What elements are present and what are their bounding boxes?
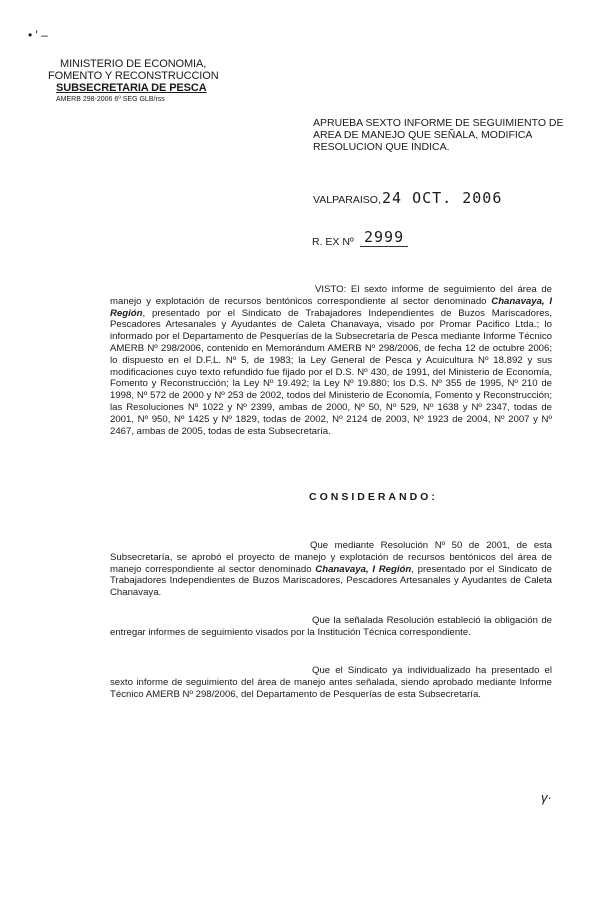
handwritten-initials: γ· xyxy=(541,790,552,805)
place-label: VALPARAISO, xyxy=(313,194,381,206)
ministry-line-1: MINISTERIO DE ECONOMIA, xyxy=(60,58,207,70)
considerando-p1-sector-name: Chanavaya, I Región xyxy=(315,563,412,575)
considerando-paragraph-1 xyxy=(110,540,552,599)
considerando-p1-lead: Que mediante Resolución Nº 50 de 2001, de esta Subsecretaría, se aprobó el proyecto de manejo y explotación de recursos bentónicos del área de manejo correspondiente al sector denominado xyxy=(110,540,552,575)
considerando-paragraph-3: Que el Sindicato ya individualizado ha presentado el sexto informe de seguimiento del área de manejo antes señalada, siendo aprobado mediante Informe Técnico AMERB Nº 298/2006, del Departamento de Pesquerías de esta Subsecretaría. xyxy=(110,665,552,700)
considerando-p1-rest: , presentado por el Sindicato de Trabajadores Independientes de Buzos Mariscadores, Pescadores Artesanales y Ayudantes de Caleta Chanavaya. xyxy=(110,563,552,599)
resolution-subject: APRUEBA SEXTO INFORME DE SEGUIMIENTO DE AREA DE MANEJO QUE SEÑALA, MODIFICA RESOLUCION QUE INDICA. xyxy=(313,117,564,153)
visto-rest: , presentado por el Sindicato de Trabajadores Independientes de Buzos Mariscadores, Pescadores Artesanales y Ayudantes de Caleta Chanavaya, visado por Promar Pacifico Ltda.; lo informado por el Departamento de Pesquerías de la Subsecretaría de Pesca mediante Informe Técnico AMERB Nº 298/2006, contenido en Memorándum AMERB Nº 298/2006, de fecha 12 de octubre 2006; lo dispuesto en el D.F.L. Nº 5, de 1983; la Ley General de Pesca y Acuicultura Nº 18.892 y sus modificaciones cuyo texto refundido fue fijado por el D.S. Nº 430, de 1991, del Ministerio de Economía, Fomento y Reconstrucción; la Ley Nº 19.492; la Ley Nº 19.880; los D.S. Nº 355 de 1995, Nº 210 de 1998, Nº 572 de 2000 y Nº 253 de 2002, todos del Ministerio de Economía, Fomento y Reconstrucción; las Resoluciones Nº 1022 y Nº 2399, ambas de 2000, Nº 50, Nº 529, Nº 1638 y Nº 2347, todas de 2001, Nº 950, Nº 1425 y Nº 1829, todas de 2002, Nº 2124 de 2003, Nº 1923 de 2004, Nº 2007 y Nº 2467, ambas de 2005, todas de esta Subsecretaría. xyxy=(110,307,552,437)
resolution-date: 24 OCT. 2006 xyxy=(382,189,503,207)
margin-marks: • ' – xyxy=(28,28,48,42)
reference-code: AMERB 298-2006 6º SEG GLB/rss xyxy=(56,96,165,103)
visto-lead: VISTO: El sexto informe de seguimiento del área de manejo y explotación de recursos bentónicos correspondiente al sector denominado xyxy=(110,284,552,307)
visto-paragraph xyxy=(110,284,552,437)
visto-sector-name: Chanavaya, I Región xyxy=(110,295,552,319)
subsecretaria-heading: SUBSECRETARIA DE PESCA xyxy=(56,82,207,94)
ministry-line-2: FOMENTO Y RECONSTRUCCION xyxy=(48,70,219,82)
considerando-title: CONSIDERANDO: xyxy=(309,491,438,503)
considerando-paragraph-2: Que la señalada Resolución estableció la obligación de entregar informes de seguimiento visados por la Institución Técnica correspondiente. xyxy=(110,615,552,638)
resolution-number-label: R. EX Nº xyxy=(312,236,354,248)
resolution-number: 2999 xyxy=(360,228,408,247)
